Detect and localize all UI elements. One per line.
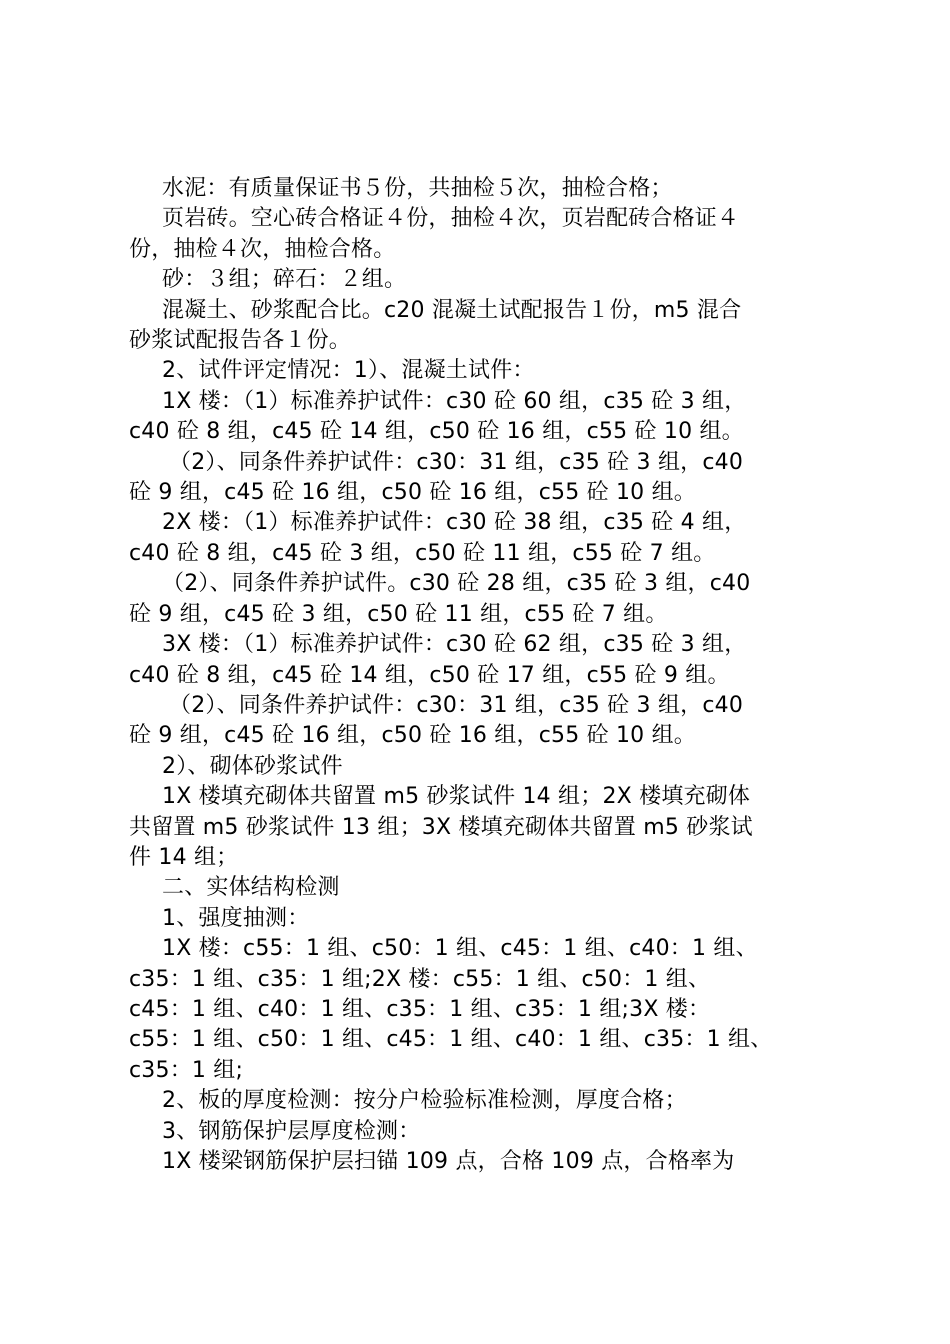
paragraph bbox=[129, 569, 829, 630]
text-line: c40 砼 8 组，c45 砼 3 组，c50 砼 11 组，c55 砼 7 组。 bbox=[129, 540, 716, 566]
document-body bbox=[129, 174, 829, 1177]
paragraph bbox=[129, 752, 829, 782]
text-line: 砼 9 组，c45 砼 16 组，c50 砼 16 组，c55 砼 10 组。 bbox=[129, 723, 696, 749]
text-line: 2）、砌体砂浆试件 bbox=[162, 753, 343, 779]
text-line: 砂浆试配报告各１份。 bbox=[129, 328, 352, 354]
text-line: c35：1 组、c35：1 组;2X 楼：c55：1 组、c50：1 组、 bbox=[129, 966, 711, 992]
paragraph bbox=[129, 873, 829, 903]
text-line: c40 砼 8 组，c45 砼 14 组，c50 砼 16 组，c55 砼 10 组。 bbox=[129, 419, 744, 445]
paragraph bbox=[129, 204, 829, 265]
text-line: c55：1 组、c50：1 组、c45：1 组、c40：1 组、c35：1 组、 bbox=[129, 1027, 773, 1053]
text-line: 水泥：有质量保证书５份，共抽检５次，抽检合格； bbox=[162, 176, 673, 201]
text-line: c40 砼 8 组，c45 砼 14 组，c50 砼 17 组，c55 砼 9 组。 bbox=[129, 662, 730, 688]
paragraph bbox=[129, 448, 829, 509]
paragraph bbox=[129, 296, 829, 357]
text-line: 1X 楼填充砌体共留置 m5 砂浆试件 14 组；2X 楼填充砌体 bbox=[162, 784, 751, 810]
text-line: 1X 楼：（1）标准养护试件：c30 砼 60 组，c35 砼 3 组， bbox=[162, 388, 747, 414]
text-line: 3X 楼：（1）标准养护试件：c30 砼 62 组，c35 砼 3 组， bbox=[162, 632, 747, 658]
paragraph bbox=[129, 174, 829, 204]
paragraph bbox=[129, 630, 829, 691]
text-line: 份，抽检４次，抽检合格。 bbox=[129, 236, 396, 262]
paragraph bbox=[129, 934, 829, 1086]
paragraph bbox=[129, 265, 829, 295]
text-line: 2、试件评定情况：1）、混凝土试件： bbox=[162, 358, 535, 384]
paragraph bbox=[129, 508, 829, 569]
paragraph bbox=[129, 1117, 829, 1147]
text-line: 砼 9 组，c45 砼 3 组，c50 砼 11 组，c55 砼 7 组。 bbox=[129, 601, 668, 627]
paragraph bbox=[129, 356, 829, 386]
text-line: 1X 楼：c55：1 组、c50：1 组、c45：1 组、c40：1 组、 bbox=[162, 936, 758, 962]
text-line: 砂：３组；碎石：２组。 bbox=[162, 267, 407, 293]
text-line: （2）、同条件养护试件。c30 砼 28 组，c35 砼 3 组，c40 bbox=[162, 571, 751, 597]
paragraph bbox=[129, 1086, 829, 1116]
text-line: 1X 楼梁钢筋保护层扫锚 109 点，合格 109 点，合格率为 bbox=[162, 1149, 735, 1174]
paragraph bbox=[129, 1147, 829, 1177]
text-line: 共留置 m5 砂浆试件 13 组；3X 楼填充砌体共留置 m5 砂浆试 bbox=[129, 814, 753, 840]
paragraph bbox=[129, 782, 829, 873]
text-line: 件 14 组； bbox=[129, 844, 239, 870]
paragraph bbox=[129, 904, 829, 934]
text-line: c45：1 组、c40：1 组、c35：1 组、c35：1 组;3X 楼： bbox=[129, 996, 711, 1022]
paragraph bbox=[129, 387, 829, 448]
text-line: 砼 9 组，c45 砼 16 组，c50 砼 16 组，c55 砼 10 组。 bbox=[129, 480, 696, 506]
text-line: 二、实体结构检测 bbox=[162, 875, 340, 901]
text-line: 页岩砖。空心砖合格证４份，抽检４次，页岩配砖合格证４ bbox=[162, 206, 740, 232]
text-line: （2）、同条件养护试件：c30：31 组，c35 砼 3 组，c40 bbox=[169, 449, 744, 475]
paragraph bbox=[129, 691, 829, 752]
text-line: 3、钢筋保护层厚度检测： bbox=[162, 1118, 421, 1144]
text-line: 混凝土、砂浆配合比。c20 混凝土试配报告１份，m5 混合 bbox=[162, 297, 742, 323]
text-line: c35：1 组; bbox=[129, 1057, 244, 1083]
text-line: （2）、同条件养护试件：c30：31 组，c35 砼 3 组，c40 bbox=[169, 692, 744, 718]
text-line: 1、强度抽测： bbox=[162, 905, 310, 931]
text-line: 2、板的厚度检测：按分户检验标准检测，厚度合格； bbox=[162, 1088, 687, 1114]
text-line: 2X 楼：（1）标准养护试件：c30 砼 38 组，c35 砼 4 组， bbox=[162, 510, 747, 536]
